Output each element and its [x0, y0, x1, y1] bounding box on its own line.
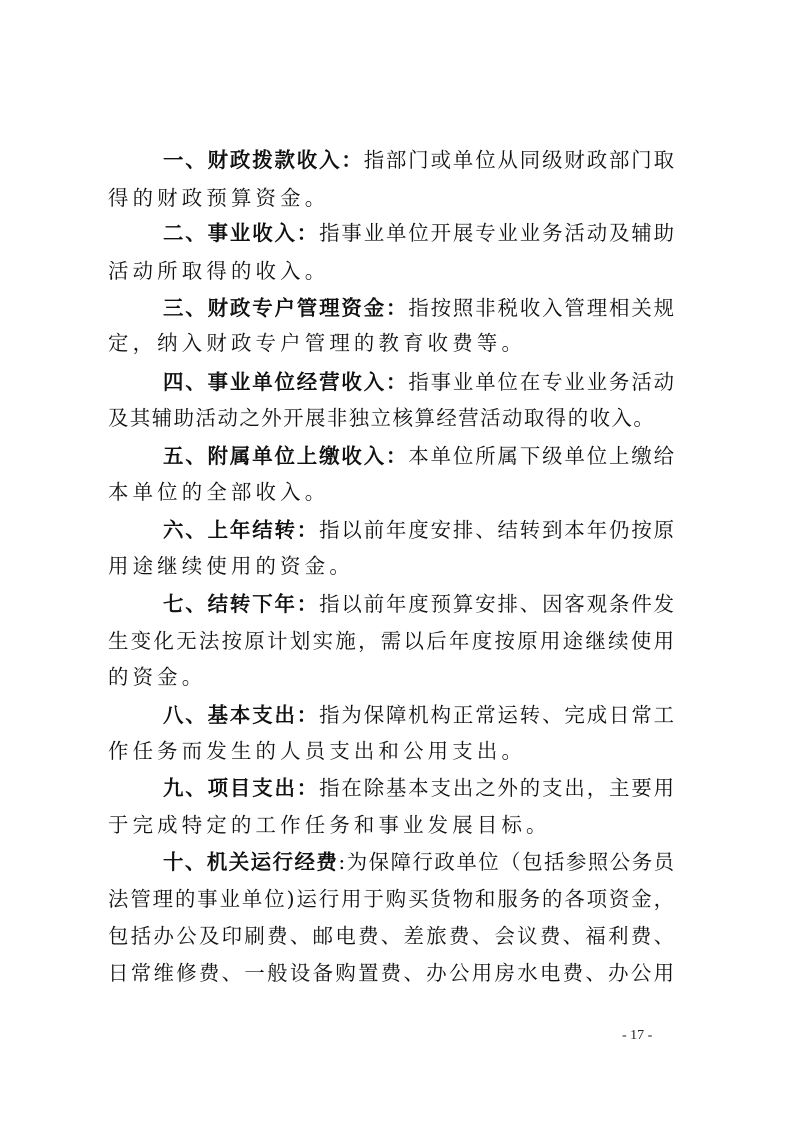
definition-text: :为保障行政单位（包括参照公务员 — [338, 850, 675, 874]
paragraph-7-line-3: 的资金。 — [108, 665, 207, 689]
paragraph-10-line-1 — [163, 842, 674, 882]
definition-text: 指为保障机构正常运转、完成日常工 — [319, 703, 675, 727]
term-heading: 五、附属单位上缴收入： — [163, 444, 409, 468]
paragraph-8-line-1 — [163, 695, 674, 735]
term-heading: 一、财政拨款收入： — [163, 148, 364, 172]
definition-text: 指事业单位开展专业业务活动及辅助 — [319, 221, 675, 245]
paragraph-10-line-3: 包括办公及印刷费、邮电费、差旅费、会议费、福利费、 — [108, 924, 674, 948]
term-heading: 二、事业收入： — [163, 221, 320, 245]
definition-text: 指部门或单位从同级财政部门取 — [363, 148, 674, 172]
paragraph-1-line-2: 得的财政预算资金。 — [108, 186, 330, 210]
term-heading: 三、财政专户管理资金： — [163, 296, 409, 320]
paragraph-6-line-1 — [163, 510, 674, 550]
definition-text: 本单位所属下级单位上缴给 — [408, 444, 675, 468]
paragraph-6-line-2: 用途继续使用的资金。 — [108, 554, 354, 578]
paragraph-2-line-2: 活动所取得的收入。 — [108, 259, 330, 283]
term-heading: 十、机关运行经费 — [163, 850, 339, 874]
paragraph-4-line-1 — [163, 362, 674, 402]
paragraph-3-line-1 — [163, 288, 674, 328]
term-heading: 七、结转下年： — [163, 592, 320, 616]
paragraph-7-line-1 — [163, 584, 674, 624]
paragraph-9-line-2: 于完成特定的工作任务和事业发展目标。 — [108, 813, 551, 837]
paragraph-8-line-2: 作任务而发生的人员支出和公用支出。 — [108, 739, 527, 763]
paragraph-10-line-4: 日常维修费、一般设备购置费、办公用房水电费、办公用 — [108, 961, 674, 985]
paragraph-5-line-2: 本单位的全部收入。 — [108, 480, 330, 504]
definition-text: 指以前年度预算安排、因客观条件发 — [319, 592, 675, 616]
definition-text: 指按照非税收入管理相关规 — [408, 296, 675, 320]
paragraph-10-line-2: 法管理的事业单位)运行用于购买货物和服务的各项资金， — [108, 887, 674, 911]
paragraph-3-line-2: 定，纳入财政专户管理的教育收费等。 — [108, 331, 527, 355]
definition-text: 指以前年度安排、结转到本年仍按原 — [319, 518, 675, 542]
paragraph-2-line-1 — [163, 213, 674, 253]
paragraph-9-line-1 — [163, 768, 674, 808]
paragraph-4-line-2: 及其辅助活动之外开展非独立核算经营活动取得的收入。 — [108, 406, 656, 430]
term-heading: 六、上年结转： — [163, 518, 320, 542]
paragraph-5-line-1 — [163, 436, 674, 476]
term-heading: 八、基本支出： — [163, 703, 320, 727]
page-number: - 17 - — [622, 1028, 653, 1043]
definition-text: 指在除基本支出之外的支出，主要用 — [319, 776, 675, 800]
paragraph-1-line-1 — [163, 140, 674, 180]
definition-text: 指事业单位在专业业务活动 — [408, 370, 675, 394]
term-heading: 九、项目支出： — [163, 776, 320, 800]
paragraph-7-line-2: 生变化无法按原计划实施，需以后年度按原用途继续使用 — [108, 629, 674, 653]
term-heading: 四、事业单位经营收入： — [163, 370, 409, 394]
